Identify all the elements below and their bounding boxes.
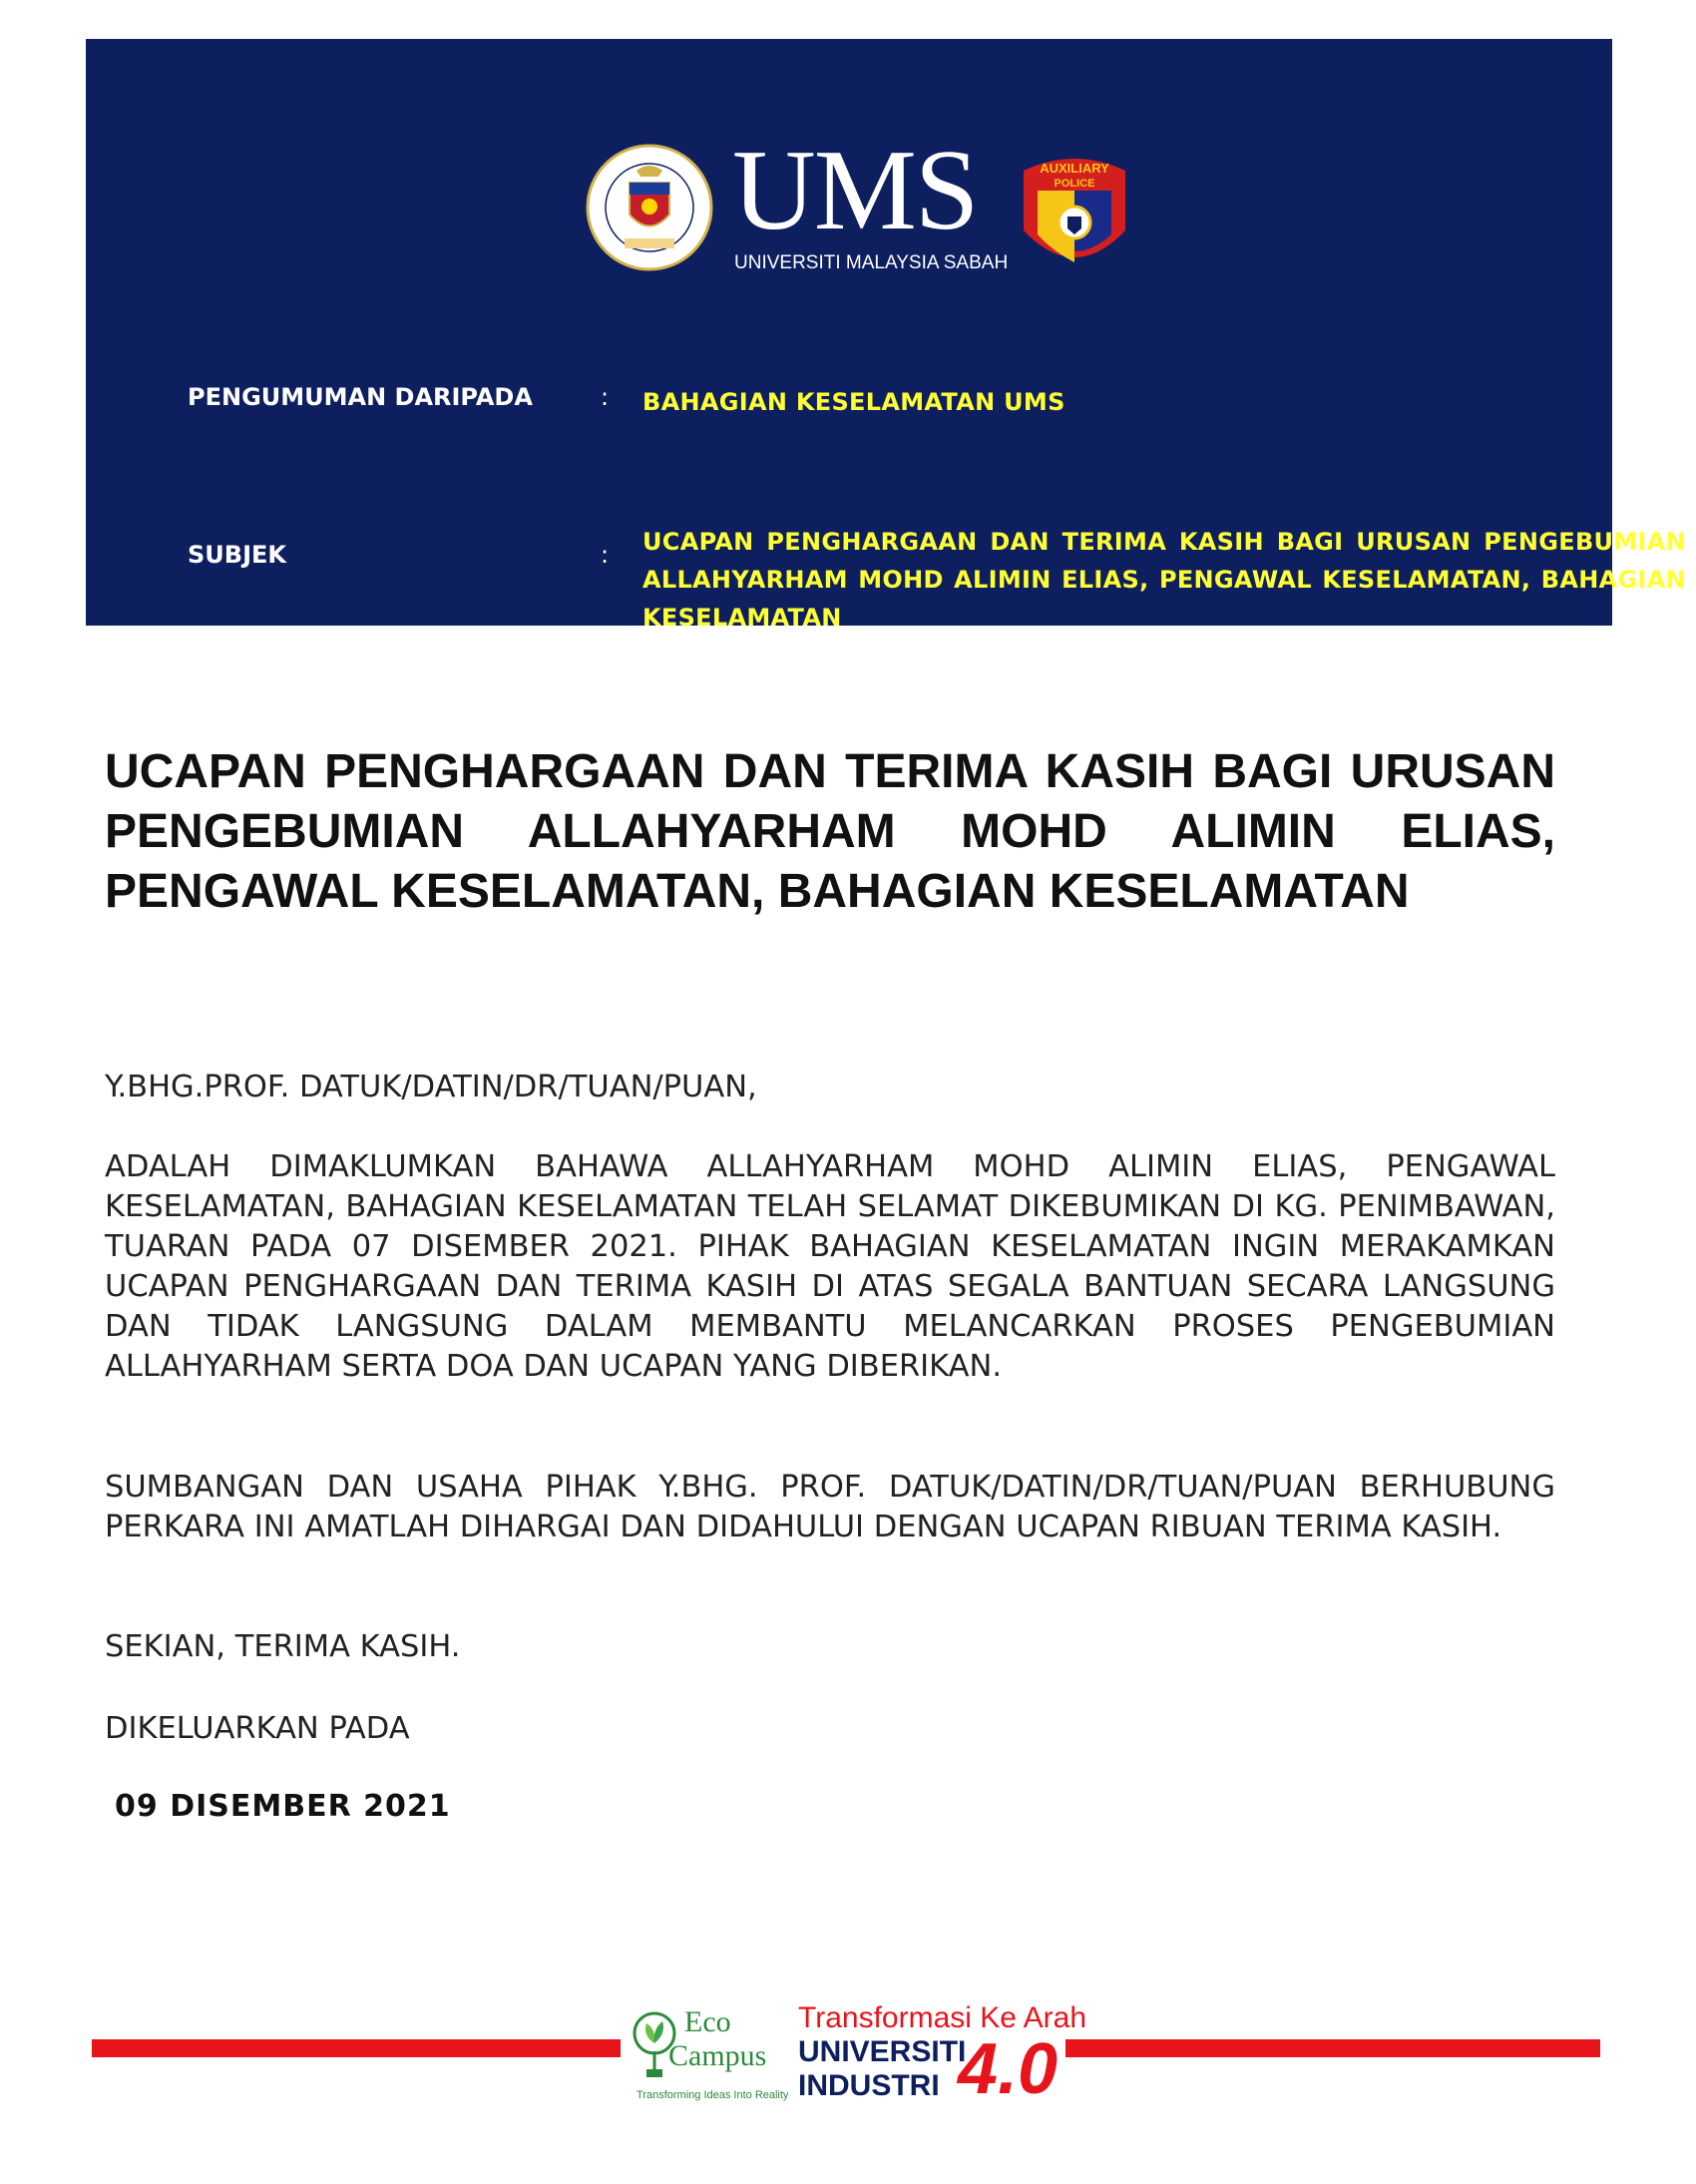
- subject-label: SUBJEK: [188, 541, 286, 569]
- body-paragraph-2: SUMBANGAN DAN USAHA PIHAK Y.BHG. PROF. DATUK/DATIN/DR/TUAN/PUAN BERHUBUNG PERKARA INI AMATLAH DIHARGAI DAN DIDAHULUI DENGAN UCAPAN RIBUAN TERIMA KASIH.: [105, 1470, 1555, 1544]
- logo-row: [495, 111, 1193, 300]
- eco-word: Eco: [684, 2005, 731, 2038]
- eco-tagline: Transforming Ideas Into Reality: [636, 2089, 789, 2101]
- from-value: BAHAGIAN KESELAMATAN UMS: [642, 388, 1065, 416]
- svg-text:POLICE: POLICE: [1054, 178, 1095, 190]
- version-4-0: 4.0: [958, 2029, 1059, 2109]
- universiti-industri-text: [798, 2035, 966, 2103]
- subject-value: UCAPAN PENGHARGAAN DAN TERIMA KASIH BAGI URUSAN PENGEBUMIAN ALLAHYARHAM MOHD ALIMIN ELIAS, PENGAWAL KESELAMATAN, BAHAGIAN KESELAMATAN: [642, 528, 1686, 632]
- issued-label: DIKELUARKAN PADA: [105, 1711, 410, 1746]
- announcement-title: UCAPAN PENGHARGAAN DAN TERIMA KASIH BAGI URUSAN PENGEBUMIAN ALLAHYARHAM MOHD ALIMIN ELIAS, PENGAWAL KESELAMATAN, BAHAGIAN KESELAMATAN: [105, 745, 1555, 918]
- industri-word: INDUSTRI: [798, 2069, 940, 2102]
- closing-line: SEKIAN, TERIMA KASIH.: [105, 1629, 461, 1664]
- ums-seal-logo: [585, 143, 714, 272]
- salutation: Y.BHG.PROF. DATUK/DATIN/DR/TUAN/PUAN,: [105, 1070, 757, 1104]
- footer-red-line-left: [92, 2039, 621, 2057]
- ums-wordmark-subtitle: UNIVERSITI MALAYSIA SABAH: [734, 252, 1009, 273]
- svg-text:AUXILIARY: AUXILIARY: [1040, 161, 1109, 176]
- body-paragraph-1: ADALAH DIMAKLUMKAN BAHAWA ALLAHYARHAM MOHD ALIMIN ELIAS, PENGAWAL KESELAMATAN, BAHAGIAN KESELAMATAN TELAH SELAMAT DIKEBUMIKAN DI KG. PENIMBAWAN, TUARAN PADA 07 DISEMBER 2021. PIHAK BAHAGIAN KESELAMATAN INGIN MERAKAMKAN UCAPAN PENGHARGAAN DAN TERIMA KASIH DI ATAS SEGALA BANTUAN SECARA LANGSUNG DAN TIDAK LANGSUNG DALAM MEMBANTU MELANCARKAN PROSES PENGEBUMIAN ALLAHYARHAM SERTA DOA DAN UCAPAN YANG DIBERIKAN.: [105, 1149, 1555, 1384]
- footer-red-line-right: [1065, 2039, 1600, 2057]
- issued-date: 09 DISEMBER 2021: [115, 1789, 451, 1824]
- ums-wordmark: UMS: [732, 127, 978, 254]
- auxiliary-police-badge-logo: [1016, 151, 1133, 284]
- campus-word: Campus: [668, 2039, 767, 2072]
- header-banner: [86, 39, 1686, 632]
- transformation-heading: Transformasi Ke Arah: [798, 2001, 1086, 2034]
- subject-colon: :: [601, 541, 610, 569]
- from-label: PENGUMUMAN DARIPADA: [188, 383, 533, 411]
- from-colon: :: [601, 383, 610, 411]
- eco-campus-logo: [629, 1999, 788, 2109]
- universiti-word: UNIVERSITI: [798, 2035, 967, 2068]
